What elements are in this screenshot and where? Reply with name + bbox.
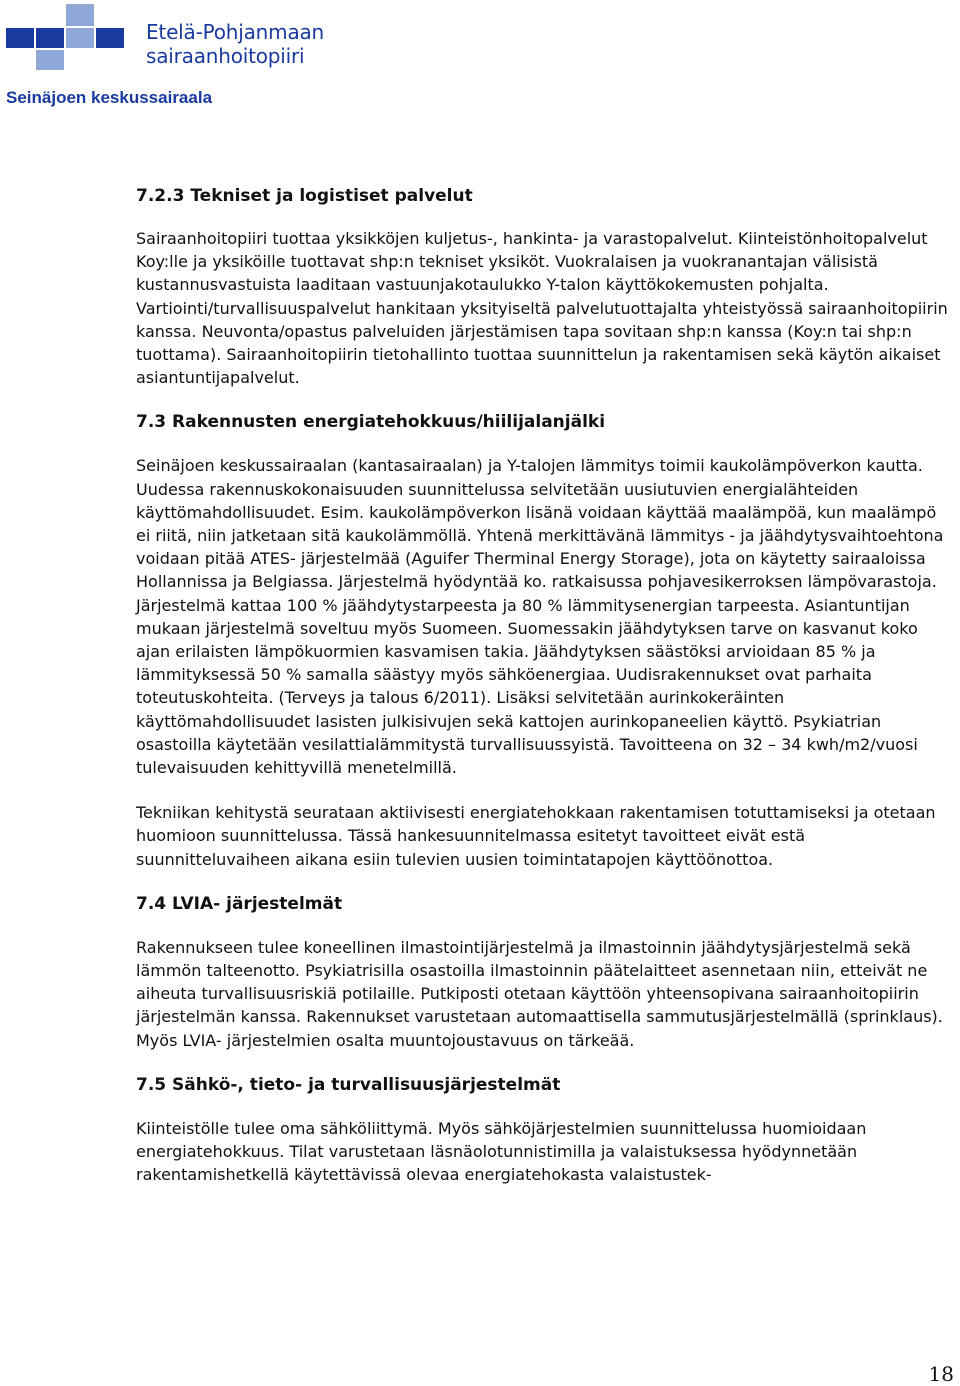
section-heading: 7.4 LVIA- järjestelmät: [136, 893, 343, 914]
paragraph: Kiinteistölle tulee oma sähköliittymä. Myös sähköjärjestelmien suunnittelussa huomioidaan energiatehokkuus. Tilat varustetaan läsnäolotunnistimilla ja valaistuksessa hyödynnetään rakentamishetkellä käytettävissä olevaa energiatehokasta valaistustek-: [136, 1118, 867, 1185]
paragraph: Sairaanhoitopiiri tuottaa yksikköjen kuljetus-, hankinta- ja varastopalvelut. Kiinteistönhoitopalvelut Koy:lle ja yksiköille tuottavat shp:n tekniset yksiköt. Vuokralaisen ja vuokranantajan välisistä kustannusvastuista laaditaan vastuunjakotaulukko Y-talon käyttökokemusten pohjalta. Vartiointi/turvallisuuspalvelut hankitaan yksityiseltä palvelutuottajalta yhteistyössä sairaanhoitopiirin kanssa. Neuvonta/opastus palveluiden järjestämisen tapa sovitaan shp:n kanssa (Koy:n tai shp:n tuottama). Sairaanhoitopiirin tietohallinto tuottaa suunnittelun ja rakentamisen sekä käytön aikaiset asiantuntijapalvelut.: [136, 229, 948, 388]
document-body: [136, 185, 954, 1187]
logo-text: [146, 20, 324, 68]
section-heading: 7.2.3 Tekniset ja logistiset palvelut: [136, 186, 473, 206]
paragraph: Seinäjoen keskussairaalan (kantasairaalan) ja Y-talojen lämmitys toimii kaukolämpöverkon kautta. Uudessa rakennuskokonaisuuden suunnittelussa selvitetään uusiutuvien energialähteiden käyttömahdollisuudet. Esim. kaukolämpöverkon lisänä voidaan käyttää maalämpöä, kun maalämpö ei riitä, niin jatketaan sitä kaukolämmöllä. Yhtenä merkittävänä lämmitys - ja jäähdytysvaihtoehtona voidaan pitää ATES- järjestelmää (Aguifer Therminal Energy Storage), jota on käytetty sairaaloissa Hollannissa ja Belgiassa. Järjestelmä hyödyntää ko. ratkaisussa pohjavesikerroksen lämpövarastoja. Järjestelmä kattaa 100 % jäähdytystarpeesta ja 80 % lämmitysenergian tarpeesta. Asiantuntijan mukaan järjestelmä soveltuu myös Suomeen. Suomessakin jäähdytyksen tarve on kasvanut koko ajan erilaisten lämpökuormien kasvamisen takia. Jäähdytyksen säästöksi arvioidaan 85 % ja lämmityksessä 50 % samalla säästyy myös sähköenergiaa. Uudisrakennukset ovat parhaita toteutuskohteita. (Terveys ja talous 6/2011). Lisäksi selvitetään aurinkokeräinten käyttömahdollisuudet lasisten julkisivujen sekä kattojen aurinkopaneelien käyttö. Psykiatrian osastoilla käytetään vesilattialämmitystä turvallisuussyistä. Tavoitteena on 32 – 34 kwh/m2/vuosi tulevaisuuden kehittyvillä menetelmillä.: [136, 456, 944, 778]
page-number: 18: [928, 1362, 954, 1386]
organization-name: Seinäjoen keskussairaala: [6, 88, 213, 107]
logo-line-1: Etelä-Pohjanmaan: [146, 20, 325, 44]
paragraph: Tekniikan kehitystä seurataan aktiivisesti energiatehokkaan rakentamisen totuttamiseksi ja otetaan huomioon suunnittelussa. Tässä hankesuunnitelmassa esitetyt tavoitteet eivät estä suunnitteluvaiheen aikana esiin tulevien uusien toimintatapojen käyttöönottoa.: [136, 803, 936, 869]
paragraph: Rakennukseen tulee koneellinen ilmastointijärjestelmä ja ilmastoinnin jäähdytysjärjestelmä sekä lämmön talteenotto. Psykiatrisilla osastoilla ilmastoinnin päätelaitteet asennetaan niin, etteivät ne aiheuta turvallisuusriskiä potilaille. Putkiposti otetaan käyttöön yhteensopivana sairaanhoitopiirin järjestelmän kanssa. Rakennukset varustetaan automaattisella sammutusjärjestelmällä (sprinklaus). Myös LVIA- järjestelmien osalta muuntojoustavuus on tärkeää.: [136, 937, 943, 1050]
section-heading: 7.5 Sähkö-, tieto- ja turvallisuusjärjestelmät: [136, 1074, 561, 1095]
logo-line-2: sairaanhoitopiiri: [146, 44, 305, 68]
section-heading: 7.3 Rakennusten energiatehokkuus/hiilijalanjälki: [136, 412, 606, 433]
logo-mark-icon: [6, 4, 126, 74]
logo: [6, 4, 326, 74]
